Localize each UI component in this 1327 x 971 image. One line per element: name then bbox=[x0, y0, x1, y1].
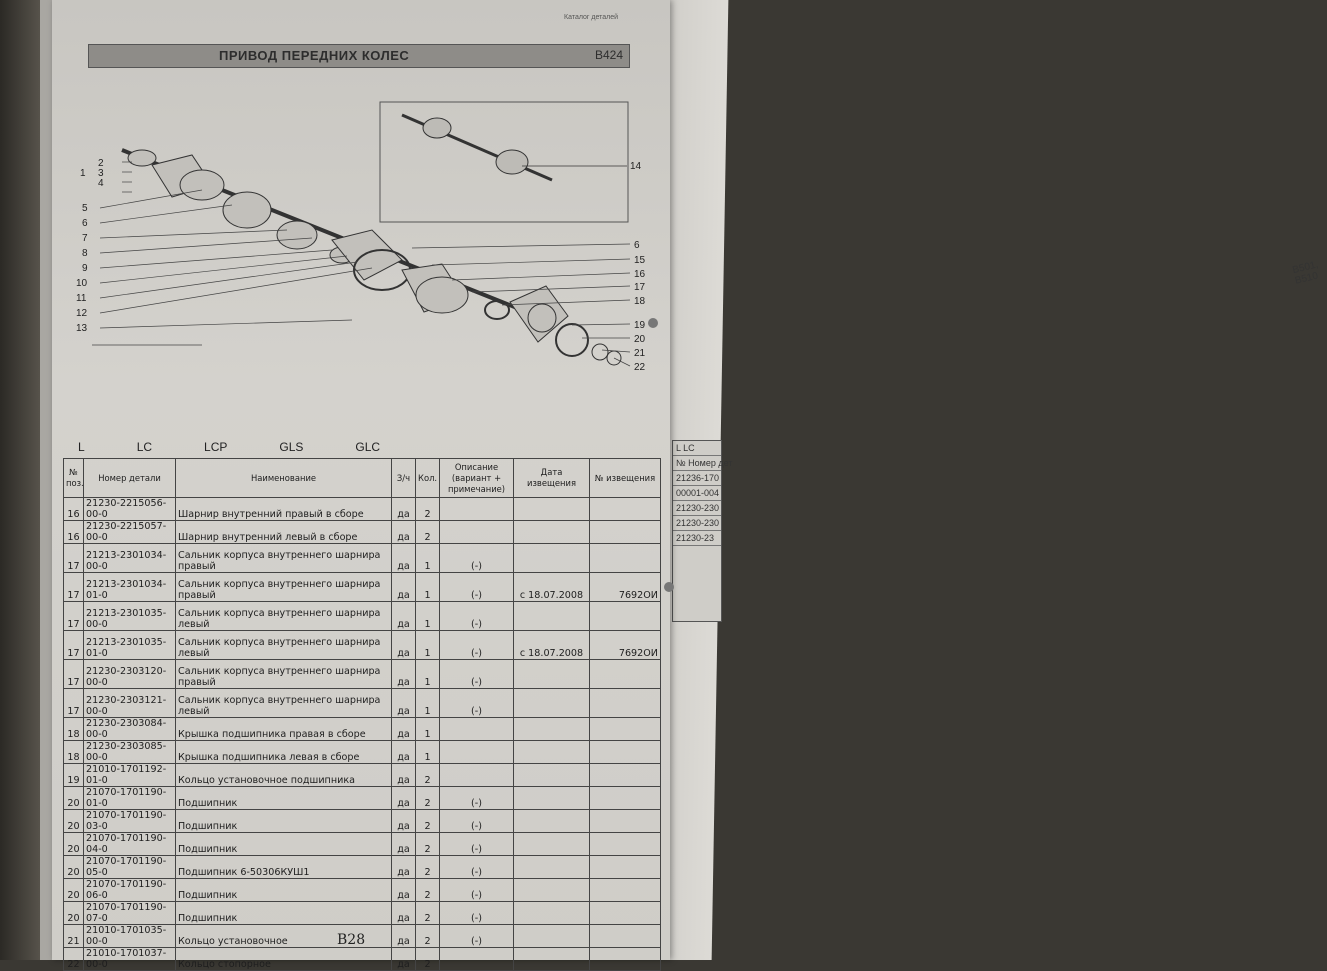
cell-part: 21230-2215057-00-0 bbox=[84, 521, 176, 544]
cell-qty: 1 bbox=[416, 544, 440, 573]
cell-name: Кольцо установочное подшипника bbox=[176, 764, 392, 787]
cell-zch: да bbox=[392, 498, 416, 521]
cell-name: Подшипник 6-50306КУШ1 bbox=[176, 856, 392, 879]
cell-name: Подшипник bbox=[176, 902, 392, 925]
cell-name: Крышка подшипника левая в сборе bbox=[176, 741, 392, 764]
cell-date bbox=[514, 718, 590, 741]
cell-part: 21010-1701035-00-0 bbox=[84, 925, 176, 948]
table-row bbox=[64, 544, 661, 573]
cell-notice bbox=[590, 764, 661, 787]
cell-zch: да bbox=[392, 602, 416, 631]
cell-desc bbox=[440, 764, 514, 787]
adjacent-table-row: 21230-23 bbox=[673, 531, 721, 546]
cell-desc bbox=[440, 741, 514, 764]
cell-date bbox=[514, 498, 590, 521]
cell-pos: 17 bbox=[64, 573, 84, 602]
cell-qty: 1 bbox=[416, 660, 440, 689]
cell-desc: (-) bbox=[440, 810, 514, 833]
cell-name: Подшипник bbox=[176, 810, 392, 833]
cell-name: Сальник корпуса внутреннего шарнира левый bbox=[176, 689, 392, 718]
cell-pos: 20 bbox=[64, 902, 84, 925]
table-row bbox=[64, 764, 661, 787]
section-title: ПРИВОД ПЕРЕДНИХ КОЛЕС bbox=[219, 48, 410, 63]
table-row bbox=[64, 521, 661, 544]
cell-zch: да bbox=[392, 787, 416, 810]
callout-6: 6 bbox=[82, 218, 88, 229]
cell-notice bbox=[590, 689, 661, 718]
cell-name: Крышка подшипника правая в сборе bbox=[176, 718, 392, 741]
callout-17: 17 bbox=[634, 282, 646, 293]
cell-part: 21070-1701190-03-0 bbox=[84, 810, 176, 833]
cell-qty: 2 bbox=[416, 498, 440, 521]
cell-pos: 20 bbox=[64, 879, 84, 902]
cell-part: 21070-1701190-06-0 bbox=[84, 879, 176, 902]
callout-15: 15 bbox=[634, 255, 646, 266]
cell-name: Подшипник bbox=[176, 787, 392, 810]
cell-pos: 17 bbox=[64, 660, 84, 689]
cell-zch: да bbox=[392, 660, 416, 689]
cell-date: с 18.07.2008 bbox=[514, 573, 590, 602]
cell-qty: 2 bbox=[416, 521, 440, 544]
cell-date: с 18.07.2008 bbox=[514, 631, 590, 660]
binding-hole bbox=[648, 318, 658, 328]
cell-qty: 1 bbox=[416, 689, 440, 718]
cell-zch: да bbox=[392, 902, 416, 925]
exploded-diagram bbox=[52, 70, 670, 440]
cell-part: 21230-2303085-00-0 bbox=[84, 741, 176, 764]
cell-desc bbox=[440, 521, 514, 544]
cell-date bbox=[514, 602, 590, 631]
cell-part: 21010-1701192-01-0 bbox=[84, 764, 176, 787]
cell-notice bbox=[590, 602, 661, 631]
cell-zch: да bbox=[392, 833, 416, 856]
cell-desc: (-) bbox=[440, 856, 514, 879]
cell-zch: да bbox=[392, 810, 416, 833]
catalog-page bbox=[52, 0, 670, 970]
callout-2: 2 bbox=[98, 158, 104, 169]
legend-item: L bbox=[78, 440, 85, 454]
cell-date bbox=[514, 689, 590, 718]
table-row bbox=[64, 879, 661, 902]
cell-pos: 20 bbox=[64, 810, 84, 833]
cell-qty: 2 bbox=[416, 787, 440, 810]
cell-pos: 16 bbox=[64, 498, 84, 521]
col-name: Наименование bbox=[176, 459, 392, 498]
callout-3: 3 bbox=[98, 168, 104, 179]
cell-qty: 2 bbox=[416, 764, 440, 787]
callout-12: 12 bbox=[76, 308, 88, 319]
cell-date bbox=[514, 810, 590, 833]
cell-pos: 19 bbox=[64, 764, 84, 787]
background-left bbox=[0, 0, 40, 960]
cell-desc: (-) bbox=[440, 631, 514, 660]
cell-part: 21213-2301035-00-0 bbox=[84, 602, 176, 631]
callout-9: 9 bbox=[82, 263, 88, 274]
cell-notice bbox=[590, 660, 661, 689]
table-row bbox=[64, 741, 661, 764]
cell-zch: да bbox=[392, 948, 416, 971]
corner-note: Каталог деталей bbox=[564, 14, 619, 21]
col-date: Дата извещения bbox=[514, 459, 590, 498]
cell-qty: 1 bbox=[416, 718, 440, 741]
adjacent-table-row: 21230-230 bbox=[673, 501, 721, 516]
cell-name: Сальник корпуса внутреннего шарнира правый bbox=[176, 660, 392, 689]
cell-name: Шарнир внутренний правый в сборе bbox=[176, 498, 392, 521]
cell-date bbox=[514, 741, 590, 764]
cell-zch: да bbox=[392, 741, 416, 764]
cell-pos: 17 bbox=[64, 631, 84, 660]
cell-part: 21230-2303084-00-0 bbox=[84, 718, 176, 741]
cell-part: 21230-2303121-00-0 bbox=[84, 689, 176, 718]
table-header-row bbox=[64, 459, 661, 498]
cell-zch: да bbox=[392, 689, 416, 718]
cell-notice bbox=[590, 741, 661, 764]
cell-date bbox=[514, 544, 590, 573]
cell-qty: 2 bbox=[416, 902, 440, 925]
cell-date bbox=[514, 948, 590, 971]
cell-notice bbox=[590, 810, 661, 833]
cell-desc: (-) bbox=[440, 879, 514, 902]
cell-date bbox=[514, 764, 590, 787]
cell-notice bbox=[590, 718, 661, 741]
cell-zch: да bbox=[392, 544, 416, 573]
adjacent-models: B501, B510 bbox=[1291, 259, 1320, 287]
cell-pos: 20 bbox=[64, 787, 84, 810]
table-row bbox=[64, 718, 661, 741]
cell-zch: да bbox=[392, 925, 416, 948]
cell-pos: 22 bbox=[64, 948, 84, 971]
cell-notice bbox=[590, 544, 661, 573]
table-row bbox=[64, 573, 661, 602]
cell-qty: 2 bbox=[416, 833, 440, 856]
left-labels bbox=[76, 158, 104, 334]
callout-10: 10 bbox=[76, 278, 88, 289]
model-legend bbox=[68, 440, 678, 454]
cell-desc bbox=[440, 948, 514, 971]
cell-desc: (-) bbox=[440, 660, 514, 689]
cell-zch: да bbox=[392, 631, 416, 660]
cell-pos: 17 bbox=[64, 602, 84, 631]
col-qty: Кол. bbox=[416, 459, 440, 498]
cell-qty: 2 bbox=[416, 925, 440, 948]
cell-qty: 2 bbox=[416, 879, 440, 902]
callout-5: 5 bbox=[82, 203, 88, 214]
callout-7: 7 bbox=[82, 233, 88, 244]
cell-zch: да bbox=[392, 718, 416, 741]
cell-name: Сальник корпуса внутреннего шарнира правый bbox=[176, 544, 392, 573]
cell-desc bbox=[440, 498, 514, 521]
cell-qty: 1 bbox=[416, 602, 440, 631]
legend-item: LC bbox=[136, 440, 153, 454]
main-shaft bbox=[122, 150, 621, 365]
callout-22: 22 bbox=[634, 362, 646, 373]
cell-name: Сальник корпуса внутреннего шарнира левый bbox=[176, 631, 392, 660]
legend-item: GLS bbox=[279, 440, 304, 454]
cell-date bbox=[514, 660, 590, 689]
adjacent-table-row: 21236-170 bbox=[673, 471, 721, 486]
cell-desc: (-) bbox=[440, 689, 514, 718]
callout-r6: 6 bbox=[634, 240, 640, 251]
right-labels bbox=[634, 240, 646, 373]
cell-pos: 16 bbox=[64, 521, 84, 544]
adjacent-table-row: 21230-230 bbox=[673, 516, 721, 531]
cell-pos: 18 bbox=[64, 718, 84, 741]
cell-name: Сальник корпуса внутреннего шарнира правый bbox=[176, 573, 392, 602]
cell-zch: да bbox=[392, 573, 416, 602]
cell-pos: 18 bbox=[64, 741, 84, 764]
cell-desc: (-) bbox=[440, 787, 514, 810]
cell-name: Шарнир внутренний левый в сборе bbox=[176, 521, 392, 544]
page-number: B28 bbox=[337, 932, 366, 948]
callout-13: 13 bbox=[76, 323, 88, 334]
cell-part: 21070-1701190-04-0 bbox=[84, 833, 176, 856]
section-header bbox=[88, 44, 630, 68]
cell-qty: 2 bbox=[416, 948, 440, 971]
cell-notice bbox=[590, 833, 661, 856]
adjacent-table bbox=[672, 440, 733, 622]
table-row bbox=[64, 631, 661, 660]
cell-desc bbox=[440, 718, 514, 741]
cell-part: 21070-1701190-05-0 bbox=[84, 856, 176, 879]
cell-part: 21213-2301034-01-0 bbox=[84, 573, 176, 602]
cell-qty: 2 bbox=[416, 810, 440, 833]
col-part: Номер детали bbox=[84, 459, 176, 498]
col-zch: З/ч bbox=[392, 459, 416, 498]
cell-notice bbox=[590, 925, 661, 948]
cell-date bbox=[514, 925, 590, 948]
callout-1: 1 bbox=[80, 168, 86, 179]
col-pos: № поз. bbox=[64, 459, 84, 498]
cell-zch: да bbox=[392, 521, 416, 544]
callout-18: 18 bbox=[634, 296, 646, 307]
cell-pos: 20 bbox=[64, 833, 84, 856]
cell-name: Сальник корпуса внутреннего шарнира левый bbox=[176, 602, 392, 631]
cell-part: 21010-1701037-00-0 bbox=[84, 948, 176, 971]
cell-part: 21230-2215056-00-0 bbox=[84, 498, 176, 521]
cell-part: 21070-1701190-01-0 bbox=[84, 787, 176, 810]
cell-qty: 1 bbox=[416, 573, 440, 602]
cell-date bbox=[514, 856, 590, 879]
parts-table bbox=[63, 458, 661, 971]
cell-notice bbox=[590, 948, 661, 971]
cell-date bbox=[514, 521, 590, 544]
cell-desc: (-) bbox=[440, 902, 514, 925]
cell-name: Кольцо установочное bbox=[176, 925, 392, 948]
col-notice: № извещения bbox=[590, 459, 661, 498]
cell-part: 21230-2303120-00-0 bbox=[84, 660, 176, 689]
cell-pos: 17 bbox=[64, 544, 84, 573]
cell-zch: да bbox=[392, 764, 416, 787]
adjacent-table-row: № Номер дет bbox=[673, 456, 721, 471]
table-row bbox=[64, 689, 661, 718]
table-row bbox=[64, 856, 661, 879]
callout-21: 21 bbox=[634, 348, 646, 359]
cell-date bbox=[514, 787, 590, 810]
cell-notice: 7692ОИ bbox=[590, 573, 661, 602]
cell-date bbox=[514, 879, 590, 902]
cell-part: 21213-2301035-01-0 bbox=[84, 631, 176, 660]
cell-notice bbox=[590, 787, 661, 810]
inset-label: 14 bbox=[630, 161, 642, 172]
cell-name: Кольцо стопорное bbox=[176, 948, 392, 971]
cell-desc: (-) bbox=[440, 925, 514, 948]
callout-8: 8 bbox=[82, 248, 88, 259]
cell-notice bbox=[590, 902, 661, 925]
adjacent-table-row: 00001-004 bbox=[673, 486, 721, 501]
inset-shaft bbox=[402, 115, 627, 180]
cell-notice bbox=[590, 521, 661, 544]
cell-date bbox=[514, 902, 590, 925]
table-row bbox=[64, 602, 661, 631]
cell-part: 21213-2301034-00-0 bbox=[84, 544, 176, 573]
cell-part: 21070-1701190-07-0 bbox=[84, 902, 176, 925]
table-row bbox=[64, 948, 661, 971]
table-row bbox=[64, 498, 661, 521]
table-row bbox=[64, 660, 661, 689]
callout-20: 20 bbox=[634, 334, 646, 345]
table-row bbox=[64, 810, 661, 833]
cell-desc: (-) bbox=[440, 602, 514, 631]
cell-notice bbox=[590, 498, 661, 521]
cell-zch: да bbox=[392, 879, 416, 902]
col-desc: Описание (вариант + примечание) bbox=[440, 459, 514, 498]
section-code: B424 bbox=[594, 48, 623, 62]
table-row bbox=[64, 902, 661, 925]
binding-hole bbox=[664, 582, 674, 592]
adjacent-table-row: L LC bbox=[673, 441, 721, 456]
legend-item: LCP bbox=[204, 440, 228, 454]
callout-16: 16 bbox=[634, 269, 646, 280]
cell-desc: (-) bbox=[440, 544, 514, 573]
callout-11: 11 bbox=[76, 293, 87, 304]
cell-name: Подшипник bbox=[176, 879, 392, 902]
cell-qty: 2 bbox=[416, 856, 440, 879]
legend-item: GLC bbox=[355, 440, 381, 454]
cell-zch: да bbox=[392, 856, 416, 879]
cell-name: Подшипник bbox=[176, 833, 392, 856]
cell-desc: (-) bbox=[440, 833, 514, 856]
cell-qty: 1 bbox=[416, 631, 440, 660]
cell-desc: (-) bbox=[440, 573, 514, 602]
cell-pos: 21 bbox=[64, 925, 84, 948]
callout-19: 19 bbox=[634, 320, 646, 331]
cell-notice bbox=[590, 856, 661, 879]
cell-qty: 1 bbox=[416, 741, 440, 764]
table-row bbox=[64, 833, 661, 856]
cell-notice: 7692ОИ bbox=[590, 631, 661, 660]
cell-date bbox=[514, 833, 590, 856]
callout-4: 4 bbox=[98, 178, 104, 189]
cell-pos: 17 bbox=[64, 689, 84, 718]
cell-notice bbox=[590, 879, 661, 902]
table-row bbox=[64, 787, 661, 810]
cell-pos: 20 bbox=[64, 856, 84, 879]
